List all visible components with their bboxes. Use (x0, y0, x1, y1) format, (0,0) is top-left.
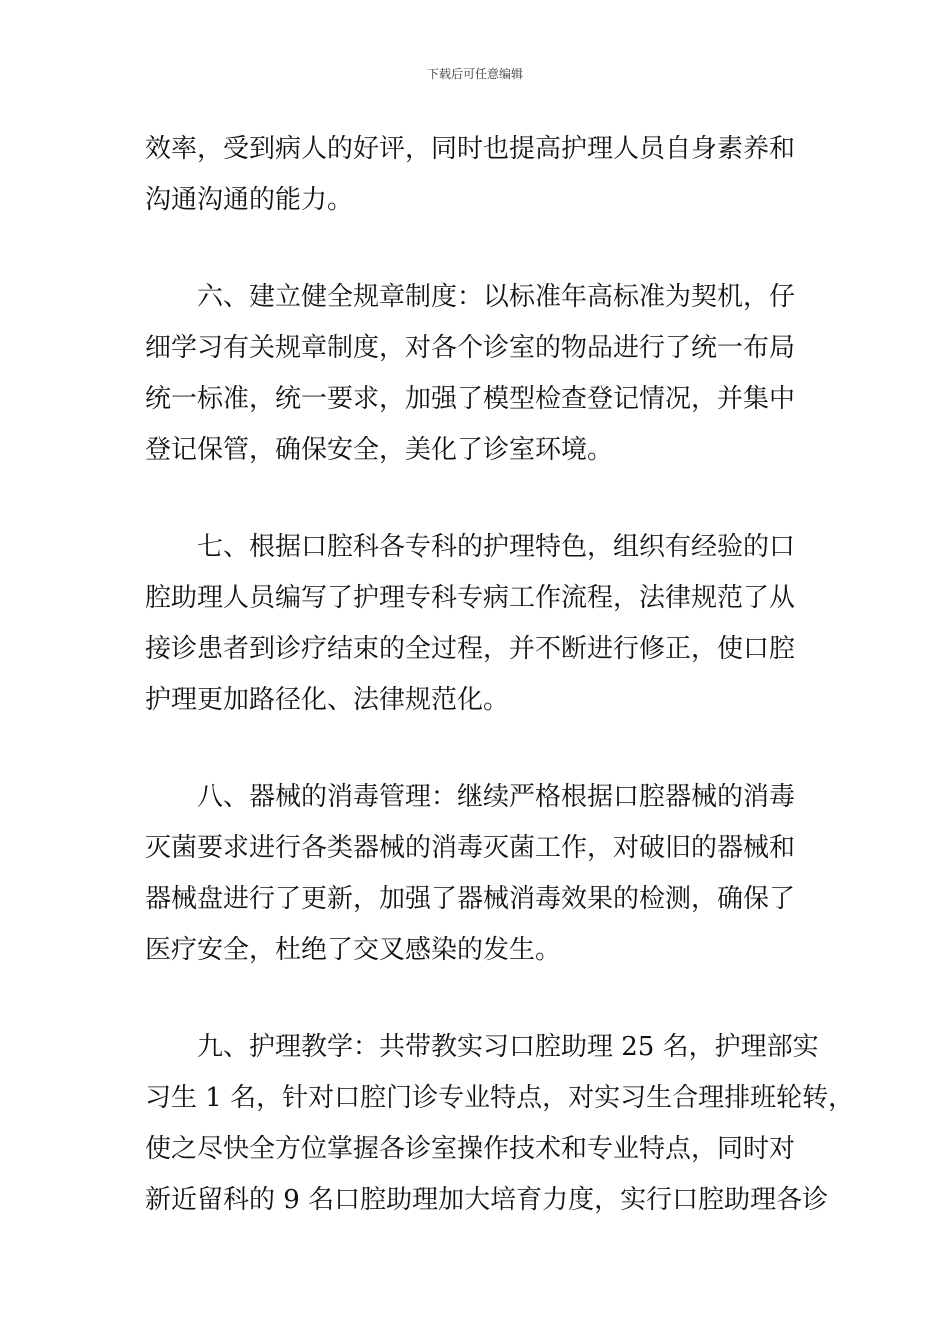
paragraph-six (145, 272, 825, 476)
text-line: 九、护理教学：共带教实习口腔助理 25 名，护理部实 (197, 1032, 819, 1062)
paragraph-eight (145, 772, 825, 976)
paragraph-spacer (145, 726, 825, 772)
text-line: 登记保管，确保安全，美化了诊室环境。 (145, 435, 614, 465)
text-line: 护理更加路径化、法律规范化。 (145, 685, 510, 715)
text-line: 六、建立健全规章制度：以标准年高标准为契机，仔 (197, 282, 796, 312)
text-line: 统一标准，统一要求，加强了模型检查登记情况，并集中 (145, 384, 796, 414)
text-line: 医疗安全，杜绝了交叉感染的发生。 (145, 935, 562, 965)
text-line: 腔助理人员编写了护理专科专病工作流程，法律规范了从 (145, 583, 796, 613)
page-header: 下载后可任意编辑 (426, 67, 523, 81)
paragraph-spacer (145, 476, 825, 522)
paragraph-spacer (145, 226, 825, 272)
text-line: 沟通沟通的能力。 (145, 185, 354, 215)
paragraph-nine (145, 1022, 855, 1226)
text-line: 灭菌要求进行各类器械的消毒灭菌工作，对破旧的器械和 (145, 833, 796, 863)
text-line: 器械盘进行了更新，加强了器械消毒效果的检测，确保了 (145, 884, 796, 914)
document-body (145, 124, 855, 1226)
paragraph-spacer (145, 976, 825, 1022)
text-line: 新近留科的 9 名口腔助理加大培育力度，实行口腔助理各诊 (145, 1185, 829, 1215)
text-line: 细学习有关规章制度，对各个诊室的物品进行了统一布局 (145, 333, 796, 363)
text-line: 接诊患者到诊疗结束的全过程，并不断进行修正，使口腔 (145, 634, 796, 664)
paragraph-continuation (145, 124, 825, 226)
text-line: 使之尽快全方位掌握各诊室操作技术和专业特点，同时对 (145, 1134, 796, 1164)
text-line: 七、根据口腔科各专科的护理特色，组织有经验的口 (197, 532, 796, 562)
text-line: 习生 1 名，针对口腔门诊专业特点，对实习生合理排班轮转， (145, 1083, 855, 1113)
text-line: 效率，受到病人的好评，同时也提高护理人员自身素养和 (145, 134, 796, 164)
text-line: 八、器械的消毒管理：继续严格根据口腔器械的消毒 (197, 782, 796, 812)
paragraph-seven (145, 522, 825, 726)
